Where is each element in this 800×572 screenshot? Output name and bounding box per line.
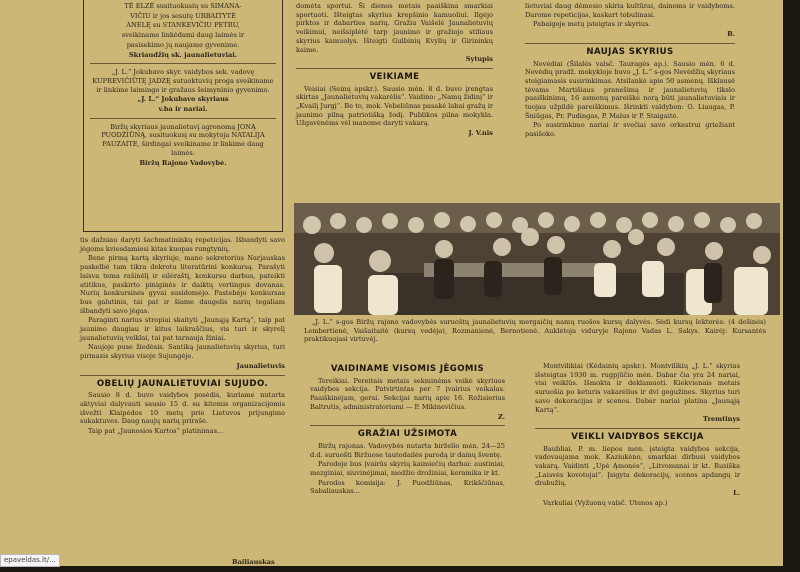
article-signature: L. [733,489,740,498]
article-paragraph: lietuviai daug dėmesio skiria kultūrai, dainoms ir vaidyboms. Darome repeticijas, kaskart tobulinasi. [525,2,735,19]
middle-article-bottom [310,362,505,497]
left-article [80,236,285,437]
article-paragraph: Tereikiai. Pereitais metais sekminėms veikė skyriuos vaidybos sekcija. Patvirtintas per 7 įvairius veikalas. Paaiškinėjam, gerai. Sekcijai narių apie 16. Rėžisierius Baltrutis, administratoriumi — P. Mikinevičius. [310,376,505,411]
greeting-text: Biržų skyriaus jaunalietuvį agronomą JONĄ PUODŽIŪNĄ, susituokusį su mokytoja NATALIJA PAUZAITE, širdingai sveikiname ir linkime daug laimės. [101,122,265,157]
group-photo [294,203,780,315]
article-paragraph: Nevėdiai (Šilalės valsč. Tauragės ap.). Sausio mėn. 6 d. Nevėdių pradž. mokykloje buvo „J. L.“ s-gos Nevėdžių skyriaus steigiamasis susirinkimas. Atsilankė apie 50 asmenų. Išklausė tėvams Martišiaus pranešimą ir jaunalietuvių tikslo paaiškinimų, 16 asmenų pareiškė norą būti jaunalietuviais ir tuojau užpildė pareiškimus. Išrinkti valdybon: O. Liaugas, P. Šniūgas, Pr. Pudingas, P. Malus ir P. Staigaitė. [525,59,735,120]
divider [310,425,505,426]
greeting-line: VIČIU ir jos sesutę URBAITYTĖ [130,11,236,20]
article-paragraph: Parodoje bus įvairūs skyrių kaimiečių darbai: austiniai, mezginiai, siuvinėjimai, medžio drožiniai, keramika ir kt. [310,460,505,478]
headline-naujas-skyrius: NAUJAS SKYRIUS [586,46,674,57]
group-photo-image [294,203,780,315]
right-article-top [525,2,735,140]
article-paragraph: Veisiai (Seinų apskr.). Sausio mėn. 8 d. buvo įrengtas skirtas „Jaunalietuvių vakarėlis“. Vaidino: „Namų židinį“ ir „Kvailį Jurgį“. Be to, mok. Vebeliūnas pasakė labai gražų ir jaunimo pilną patriotišką žodį. Publikos pilna mokykla. Užgavėnėms vėl manome daryti vakarą. [296,84,493,128]
article-paragraph: tis dažniau daryti šachmatininkų repeticijas. Išbandyti savo jėgoms kviesdamiesi kitas kuopas rungtynių. [80,236,285,253]
headline-veikli-vaidybos-sekcija: VEIKLI VAIDYBOS SEKCIJA [571,431,704,442]
article-paragraph: Paraginti narius stropiai skaityti „Jaunąją Kartą“, taip pat jaunimo daugiau ir kitus laikraščius, vis turi ir skyrelį jaunalietuvių veiklai, tai pat tarnauja žiniai. [80,316,285,342]
left-bottom-signature: Bailiauskas [232,558,275,566]
article-paragraph: Taip pat „Jaunosios Kartos“ platinimas... [88,427,224,436]
article-signature: Tremtinys [703,415,740,424]
greeting-line: TĖ ELZĖ susituokusių su SIMANA- [124,2,242,10]
article-paragraph: Naujoje puse žiedėsis. Santiką jaunalietuvių skyrius, turi pirmasis skyrius visoje Sujungėje. [80,343,285,361]
article-paragraph: Montvilikiai (Kėdainių apskr.). Montvilikių „J. L.“ skyrius išsteigtas 1930 m. rugpjūčio mėn. Dabar čia yra 24 nariai, visi veiklūs. Išmokta ir deklamuoti. Kiekvienais metais suruošia po keturis vakarėlius ir dvi gegužines. Skyrius turi savo dekoracijas ir scenos. Dabar nariai platina „Jaunąją Kartą“. [535,362,740,414]
article-signature: J. V.nis [468,129,493,138]
greeting-signature: Biržų Rajono Vadovybė. [139,158,227,167]
article-signature: B. [727,30,735,39]
divider [525,43,735,44]
headline-obeliu: OBELIŲ JAUNALIETUVIAI SUJUDO. [96,378,269,389]
article-paragraph: Bene pirmą kartą skyriuje, mano sekretorius Narjauskas paskelbė tam tikra dekrotu literatūrini konkursą. Parašyti laisva tema rašinėlį ir eilėraštį, konkursu darbus, pateikti atitikus, paskirto piniginės ir daiktų vertingus dovanas. Nurių konkursinės gyvai susidomėjo. Pastebėjo konkursas bus galutinis, tai pat ir šiame daugelis narių tegaliam išbandyti savo jėgas. [80,254,285,315]
greeting-line: sveikiname linkėdami daug laimės ir [121,31,245,40]
article-paragraph: Baubliai. P. m. liepos mėn. įsteigta vaidybos sekcija, vadovaujama mok. Kaziukėno, smarkiai dirbusi vaidybos vakarą. Vaidinti „Upė Ąmonės“, „Litvomanai ir kt. Rusiška „Laisvės kovotojai“. Įsigyta dekoracijų, scenos apdangų ir drabužių. [535,444,740,488]
greeting-signature: Skriaudžių sk. jaunalietuviai. [128,50,238,59]
divider [90,118,276,119]
article-signature: Z. [498,412,505,421]
article-paragraph: Varkuliai (Vyžuonų valsč. Utenos ap.) [543,498,668,507]
article-paragraph: domėta sportui. Ši dienos metais paaiškina smarkiai sportuoti. Išteigtas skyrius krepšinio kamuoliui. Ilgėjo pirktos ir dabarties narių. Gražiu Vaišelė Jaunalietuvių veikimui, neišsiplėtė tarp jaunimo ir gražiojo stiliaus skyrius kamuolys. Išteigti Gulbinių Kvylių ir Girininkų kaime. [296,2,493,54]
greeting-signature: „J. L.“ Jokubavo skyriaus [137,95,229,104]
article-signature: Sytupis [465,55,493,64]
divider [80,375,285,376]
caption-text: „J. L.“ s-gos Biržų rajono vadovybės suruoštų jaunalietuvių mergaičių namų ruošos kursų dalyvės. Sėdi kursų lektorės: (4 dešinės) Lembertienė, Vaišaitaitė (kursų vedėja), Rozmanienė, Bernotienė. Auklėtoja viduryje Rajono Vadas L. Sakys. Kairėj: Kursantės praktikuojasi virtuvėj. [304,318,766,344]
greeting-box [83,0,283,232]
headline-veikiame: VEIKIAME [369,71,420,82]
divider [90,63,276,64]
right-article-bottom [535,362,740,509]
greeting-signature: v.ba ir nariai. [158,105,208,114]
greeting-line: ANELĘ su STANKEVIČIU PETRU, [126,21,240,30]
headline-graziai-uzsimota: GRAŽIAI UŽSIMOTA [357,429,458,440]
greeting-text: „J. L.“ Jokubavo skyr. vaidybos sek. vadovę KUPREVIČIŪTĘ JADZĘ sutuoktuvių proga sveikiname ir linkime laimingo ir gražaus šeimyninio gyvenimo. [92,68,274,94]
headline-vaidiname: VAIDINAME VISOMIS JĖGOMIS [330,364,485,374]
article-paragraph: Sausio 8 d. buvo vaidybos posėdis, kuriame nutarta aktyviai dalyvauti sausio 15 d. su kitomis organizacijomis išvežti Klaipėdos 10 metų prie Lietuvos prijungimo sukaktuves. Daug naujų narių prirašė. [80,391,285,426]
photo-caption [304,318,766,345]
greeting-line: pasisekimo jų naujame gyvenime. [126,40,240,49]
middle-article-top [296,2,493,139]
article-paragraph: Pabaigoje metų įsteigtas ir skyrius. [533,20,651,29]
article-paragraph: Parodos komisija: J. Puodžiūnas, Krikščiūnas, Sabaliauskas... [310,478,505,496]
divider [535,428,740,429]
article-paragraph: Biržų rajonas. Vadovybės nutarta birželio mėn. 24—25 d.d. suruošti Biržuose tautodailės parodą ir dainų šventę. [310,441,505,459]
article-paragraph: Po susirinkimo nariai ir svečiai savo orkestrui griežiant pasišoko. [525,121,735,139]
article-signature: Jaunalietuvis [236,361,285,370]
divider [296,68,493,69]
status-url[interactable]: epaveldas.lt/... [0,554,60,567]
